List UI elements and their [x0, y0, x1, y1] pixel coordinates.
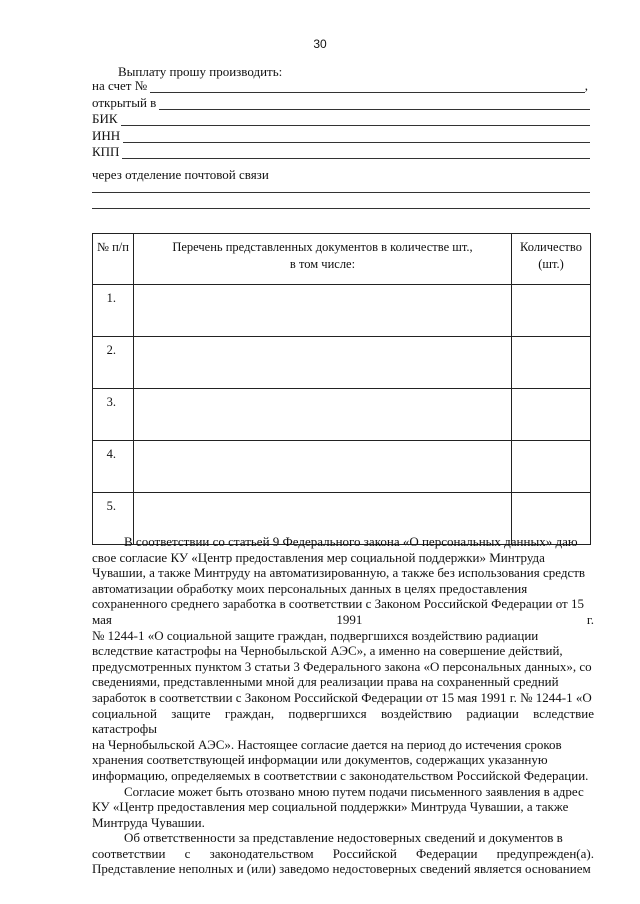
post-office-label: через отделение почтовой связи	[92, 167, 269, 182]
bik-line	[121, 113, 590, 126]
header-list	[134, 234, 512, 285]
post-office-line-1	[92, 192, 590, 193]
opened-label: открытый в	[92, 95, 157, 110]
responsibility-line-spaced	[92, 846, 594, 862]
inn-label: ИНН	[92, 128, 121, 143]
row-number: 4.	[93, 441, 134, 493]
consent-line: Чувашии, а также Минтруду на автоматизированную, а также без использования средств	[92, 565, 586, 581]
row-quantity-cell[interactable]	[512, 441, 591, 493]
consent-line: предусмотренных пунктом 3 статьи 3 Федерального закона «О персональных данных», со	[92, 658, 592, 674]
table-row	[93, 337, 591, 389]
consent-paragraph	[92, 534, 594, 877]
consent-line: сохраненного среднего заработка в соответствии с Законом Российской Федерации от 15	[92, 596, 584, 612]
row-number: 5.	[93, 493, 134, 545]
documents-table	[92, 233, 591, 545]
row-quantity-cell[interactable]	[512, 337, 591, 389]
responsibility-word: законодательством	[209, 845, 314, 861]
consent-line: автоматизации обработку моих персональных данных в целях предоставления	[92, 580, 528, 596]
consent-date-month: мая	[92, 611, 112, 627]
consent-line: социальной защите граждан, подвергшихся воздействию радиации вследствие катастрофы	[92, 705, 594, 737]
row-number: 2.	[93, 337, 134, 389]
row-document-cell[interactable]	[134, 389, 512, 441]
row-number: 3.	[93, 389, 134, 441]
consent-line: сведениями, представленными мной для реализации права на сохраненный средний	[92, 674, 559, 690]
bik-label: БИК	[92, 111, 118, 126]
responsibility-word: Федерации	[416, 845, 478, 861]
opened-line	[159, 97, 590, 110]
withdraw-line: Согласие может быть отозвано мною путем подачи письменного заявления в адрес	[124, 783, 584, 799]
consent-date-suffix: г.	[586, 611, 594, 627]
consent-line: свое согласие КУ «Центр предоставления мер социальной поддержки» Минтруда	[92, 549, 545, 565]
responsibility-word: предупрежден(а).	[496, 845, 594, 861]
row-quantity-cell[interactable]	[512, 285, 591, 337]
consent-line: хранения соответствующей информации или документов, содержащих указанную	[92, 752, 548, 768]
inn-line	[123, 130, 590, 143]
consent-line: на Чернобыльской АЭС». Настоящее согласие дается на период до истечения сроков	[92, 736, 562, 752]
table-row	[93, 285, 591, 337]
consent-date-year: 1991	[336, 611, 363, 627]
consent-line: В соответствии со статьей 9 Федерального закона «О персональных данных» даю	[124, 534, 578, 549]
row-document-cell[interactable]	[134, 337, 512, 389]
header-qty	[512, 234, 591, 285]
consent-line-date	[92, 612, 594, 628]
responsibility-word: с	[184, 845, 191, 861]
consent-line: вследствие катастрофы на Чернобыльской АЭС», а именно на совершение действий,	[92, 643, 563, 659]
responsibility-line: Представление неполных и (или) заведомо недостоверных сведений является основанием	[92, 861, 591, 877]
kpp-label: КПП	[92, 144, 120, 159]
responsibility-line: Об ответственности за представление недостоверных сведений и документов в	[124, 830, 563, 846]
consent-line: № 1244-1 «О социальной защите граждан, подвергшихся воздействию радиации	[92, 627, 539, 643]
header-num-text: № п/п	[97, 240, 129, 254]
account-field	[92, 77, 588, 93]
consent-line: информацию, определяемых в соответствии с законодательством Российской Федерации.	[92, 767, 589, 783]
row-number: 1.	[93, 285, 134, 337]
post-office-line-2	[92, 208, 590, 209]
withdraw-line: КУ «Центр предоставления мер социальной поддержки» Минтруда Чувашии, а также	[92, 799, 569, 815]
kpp-line	[122, 146, 590, 159]
table-row	[93, 441, 591, 493]
account-label: на счет №	[92, 78, 148, 93]
table-header-row	[93, 234, 591, 285]
header-num	[93, 234, 134, 285]
table-row	[93, 389, 591, 441]
consent-line: заработок в соответствии с Законом Российской Федерации от 15 мая 1991 г. № 1244-1 «О	[92, 689, 592, 705]
row-document-cell[interactable]	[134, 285, 512, 337]
inn-field	[92, 127, 590, 143]
row-quantity-cell[interactable]	[512, 389, 591, 441]
withdraw-line: Минтруда Чувашии.	[92, 814, 205, 830]
page-number: 30	[313, 37, 327, 51]
responsibility-word: соответствии	[92, 845, 166, 861]
opened-field	[92, 94, 590, 110]
account-tail: ,	[584, 78, 588, 93]
account-line	[150, 80, 585, 93]
responsibility-word: Российской	[332, 845, 397, 861]
header-list-line1: Перечень представленных документов в количестве шт.,	[172, 240, 473, 254]
payment-intro: Выплату прошу производить:	[118, 64, 283, 79]
header-list-line2: в том числе:	[289, 257, 356, 271]
row-document-cell[interactable]	[134, 441, 512, 493]
kpp-field	[92, 143, 590, 159]
header-qty-line1: Количество	[520, 240, 582, 254]
header-qty-line2: (шт.)	[538, 257, 564, 271]
bik-field	[92, 110, 590, 126]
